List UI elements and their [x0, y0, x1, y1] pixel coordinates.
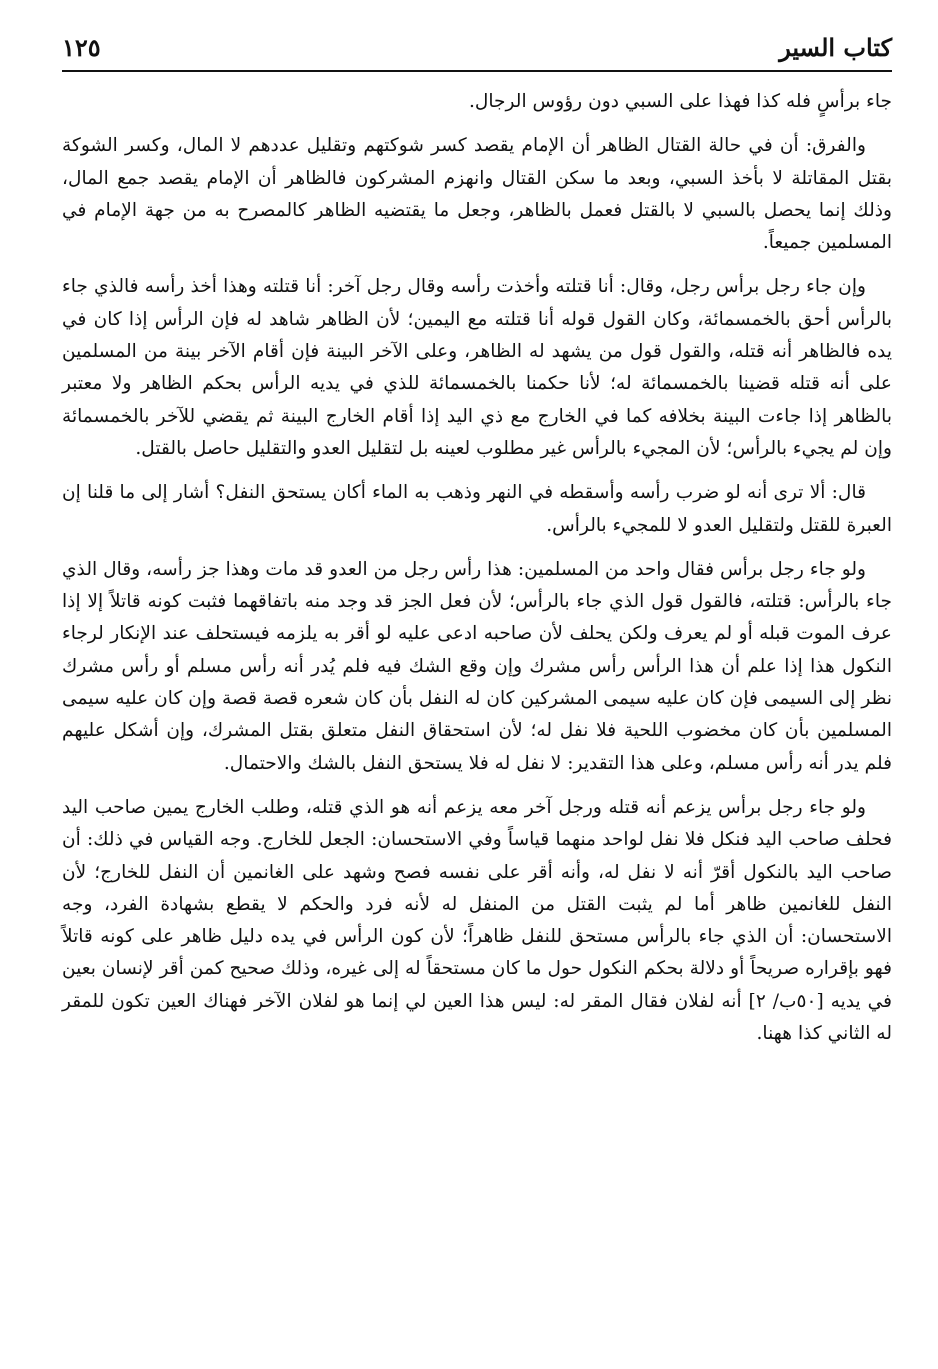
paragraph: جاء برأسٍ فله كذا فهذا على السبي دون رؤوس الرجال.	[468, 91, 892, 112]
book-title: كتاب السير	[779, 33, 892, 62]
running-header	[62, 28, 892, 72]
paragraph: ولو جاء رجل برأس فقال واحد من المسلمين: هذا رأس رجل من العدو قد مات وهذا جز رأسه، وقال الذي جاء بالرأس: قتلته، فالقول قول الذي جاء بالرأس؛ لأن فعل الجز قد وجد منه باتفاقهما فثبت كونه قاتلاً إلا إذا عرف الموت قبله أو لم يعرف ولكن يحلف لأن صاحبه ادعى عليه لو أقر به يلزمه فيستحلف عند الإنكار لرجاء النكول هذا إذا علم أن هذا الرأس رأس مشرك وإن وقع الشك فيه فلم يُدر أنه رأس مسلم أو رأس مشرك نظر إلى السيمى فإن كان عليه سيمى المشركين كان له النفل بأن كان شعره قصة قصة وإن كان عليه سيمى المسلمين بأن كان مخضوب اللحية فلا نفل له؛ لأن استحقاق النفل متعلق بقتل المشرك، وإن أشكل عليهم فلم يدر أنه رأس مسلم، وعلى هذا التقدير: لا نفل له فلا يستحق النفل بالشك والاحتمال.	[62, 558, 892, 774]
page-number: ١٢٥	[62, 33, 101, 62]
paragraph: ولو جاء رجل برأس يزعم أنه قتله ورجل آخر معه يزعم أنه هو الذي قتله، وطلب الخارج يمين صاحب اليد فحلف صاحب اليد فنكل فلا نفل لواحد منهما قياساً وفي الاستحسان: الجعل للخارج. وجه القياس في ذلك: أن صاحب اليد بالنكول أقرّ أنه لا نفل له، وأنه أقر على نفسه فصح وشهد على الغانمين أن النفل للخارج؛ لأن النفل للغانمين ظاهر أما لم يثبت القتل من المنفل له لأنه فرد والحكم لا يقطع بشهادة الفرد، وجه الاستحسان: أن الذي جاء بالرأس مستحق للنفل ظاهراً؛ لأن كون الرأس في يده دليل ظاهر على كونه قاتلاً فهو بإقراره صريحاً أو دلالة بحكم النكول حول ما كان مستحقاً له إلى غيره، وذلك صحيح كمن أقر لإنسان بعين في يديه [٥٠ب/ ٢] أنه لفلان فقال المقر له: ليس هذا العين لي إنما هو لفلان الآخر فهناك العين تكون للمقر له الثاني كذا ههنا.	[62, 796, 892, 1045]
paragraph: وإن جاء رجل برأس رجل، وقال: أنا قتلته وأخذت رأسه وقال رجل آخر: أنا قتلته وهذا أخذ رأسه فالذي جاء بالرأس أحق بالخمسمائة، وكان القول قوله أنا قتلته مع اليمين؛ لأن الظاهر شاهد له فإن الرأس إذا كان في يده فالظاهر أنه قتله، والقول قول من يشهد له الظاهر، وعلى الآخر البينة فإن أقام الآخر بينة من المسلمين على أنه قتله قضينا بالخمسمائة له؛ لأنا حكمنا بالخمسمائة للذي في يديه الرأس بحكم الظاهر ولا معتبر بالظاهر إذا جاءت البينة بخلافه كما في الخارج مع ذي اليد إذا أقام الخارج البينة ثم يقضي للآخر بالخمسمائة وإن لم يجيء بالرأس؛ لأن المجيء بالرأس غير مطلوب لعينه بل لتقليل العدو والتقليل حاصل بالقتل.	[62, 276, 892, 459]
book-page	[62, 28, 892, 1062]
page-body	[62, 86, 892, 1050]
paragraph: قال: ألا ترى أنه لو ضرب رأسه وأسقطه في النهر وذهب به الماء أكان يستحق النفل؟ أشار إلى ما قلنا إن العبرة للقتل ولتقليل العدو لا للمجيء بالرأس.	[62, 482, 892, 536]
paragraph: والفرق: أن في حالة القتال الظاهر أن الإمام يقصد كسر شوكتهم وتقليل عددهم لا المال، وكسر الشوكة بقتل المقاتلة لا بأخذ السبي، وبعد ما سكن القتال وانهزم المشركون فالظاهر أن الإمام يقصد جمع المال، وذلك إنما يحصل بالسبي لا بالقتل فعمل بالظاهر، وجعل ما يقتضيه الظاهر كالمصرح به من جهة الإمام في المسلمين جميعاً.	[62, 135, 892, 254]
